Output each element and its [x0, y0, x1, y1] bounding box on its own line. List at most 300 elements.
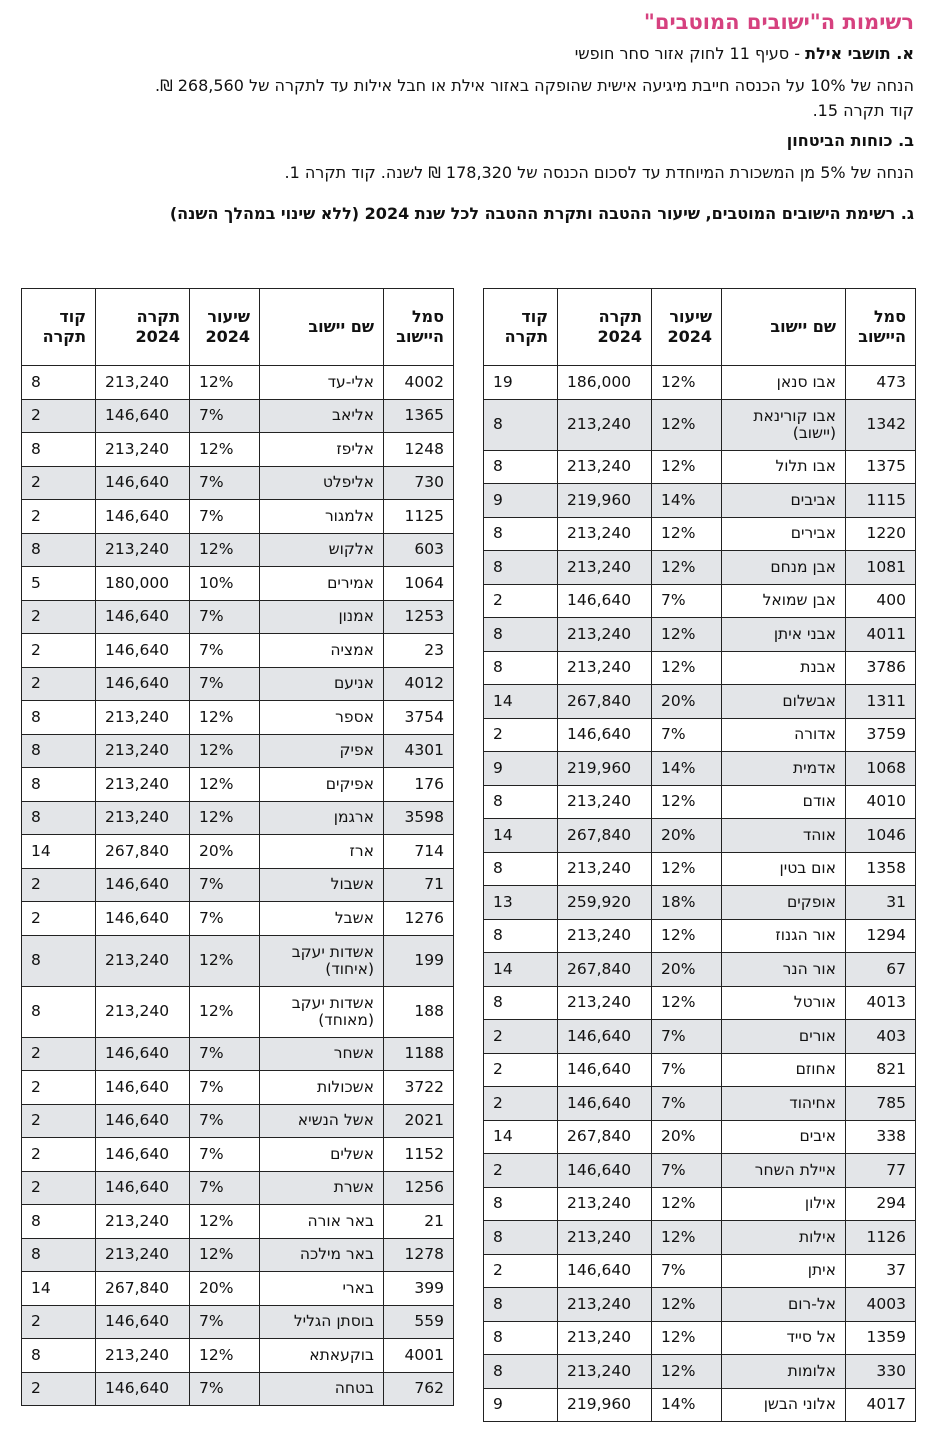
cell-name: אשרת: [260, 1171, 384, 1205]
cell-name: אור הנר: [722, 953, 846, 987]
cell-code: 2: [22, 466, 96, 500]
cell-code: 2: [22, 634, 96, 668]
table-row: [484, 1154, 916, 1188]
cell-code: 8: [22, 986, 96, 1037]
cell-symbol: 330: [846, 1355, 916, 1389]
cell-rate: 14%: [652, 1388, 722, 1422]
cell-rate: 7%: [652, 1053, 722, 1087]
cell-symbol: 403: [846, 1020, 916, 1054]
cell-cap: 213,240: [96, 1205, 190, 1239]
table-row: [484, 919, 916, 953]
cell-name: אבנת: [722, 651, 846, 685]
cell-code: 2: [22, 1037, 96, 1071]
cell-name: אל-רום: [722, 1288, 846, 1322]
table-row: [22, 1205, 454, 1239]
cell-code: 8: [484, 852, 558, 886]
cell-rate: 12%: [652, 551, 722, 585]
cell-symbol: 4002: [384, 366, 454, 400]
cell-name: אביבים: [722, 484, 846, 518]
cell-code: 8: [22, 734, 96, 768]
table-row: [22, 1339, 454, 1373]
cell-cap: 146,640: [96, 500, 190, 534]
cell-symbol: 77: [846, 1154, 916, 1188]
cell-cap: 213,240: [558, 986, 652, 1020]
header-name: שם יישוב: [722, 289, 846, 366]
cell-rate: 20%: [652, 953, 722, 987]
cell-code: 2: [22, 1305, 96, 1339]
table-row: [22, 1272, 454, 1306]
cell-rate: 12%: [190, 366, 260, 400]
page-title: רשימות ה"ישובים המוטבים": [643, 10, 914, 34]
cell-code: 8: [22, 935, 96, 986]
cell-name: אפיק: [260, 734, 384, 768]
cell-name: איתן: [722, 1254, 846, 1288]
cell-name: אחוזם: [722, 1053, 846, 1087]
table-row: [484, 752, 916, 786]
cell-name: אדמית: [722, 752, 846, 786]
table-row: [484, 1120, 916, 1154]
cell-symbol: 3786: [846, 651, 916, 685]
table-row: [484, 399, 916, 450]
cell-symbol: 1126: [846, 1221, 916, 1255]
table-row: [22, 1171, 454, 1205]
table-row: [22, 567, 454, 601]
cell-symbol: 1125: [384, 500, 454, 534]
table-row: [484, 986, 916, 1020]
cell-rate: 14%: [652, 752, 722, 786]
cell-rate: 20%: [190, 1272, 260, 1306]
cell-rate: 12%: [652, 450, 722, 484]
cell-symbol: 1256: [384, 1171, 454, 1205]
cell-symbol: 4003: [846, 1288, 916, 1322]
table-row: [22, 366, 454, 400]
cell-name: אשדות יעקב (מאוחד): [260, 986, 384, 1037]
cell-code: 8: [22, 768, 96, 802]
table-row: [484, 1053, 916, 1087]
cell-cap: 146,640: [96, 902, 190, 936]
cell-symbol: 23: [384, 634, 454, 668]
cell-cap: 146,640: [96, 1372, 190, 1406]
cell-rate: 12%: [190, 986, 260, 1037]
table-row: [484, 450, 916, 484]
table-row: [484, 551, 916, 585]
header-symbol: סמל היישוב: [846, 289, 916, 366]
cell-rate: 10%: [190, 567, 260, 601]
cell-cap: 146,640: [96, 634, 190, 668]
cell-cap: 219,960: [558, 1388, 652, 1422]
cell-cap: 213,240: [558, 1221, 652, 1255]
cell-code: 2: [22, 600, 96, 634]
cell-code: 8: [22, 1339, 96, 1373]
cell-symbol: 1276: [384, 902, 454, 936]
cell-rate: 12%: [652, 1221, 722, 1255]
cell-code: 2: [22, 868, 96, 902]
section-a-text-2: קוד תקרה 15.: [812, 101, 914, 120]
cell-symbol: 176: [384, 768, 454, 802]
table-row: [22, 701, 454, 735]
cell-cap: 213,240: [96, 701, 190, 735]
cell-name: אופקים: [722, 886, 846, 920]
table-row: [22, 1305, 454, 1339]
cell-name: אל סייד: [722, 1321, 846, 1355]
cell-cap: 213,240: [558, 919, 652, 953]
cell-rate: 7%: [652, 718, 722, 752]
table-row: [484, 819, 916, 853]
table-row: [484, 852, 916, 886]
cell-code: 5: [22, 567, 96, 601]
cell-cap: 146,640: [558, 1254, 652, 1288]
table-row: [484, 1187, 916, 1221]
cell-symbol: 714: [384, 835, 454, 869]
section-a-line: [18, 43, 914, 65]
cell-code: 8: [484, 1187, 558, 1221]
cell-symbol: 399: [384, 1272, 454, 1306]
table-row: [22, 868, 454, 902]
section-b-text: הנחה של 5% מן המשכורת המיוחדת עד לסכום הכנסה של 178,320 ₪ לשנה. קוד תקרה 1.: [284, 163, 914, 182]
cell-rate: 7%: [190, 600, 260, 634]
table-row: [484, 685, 916, 719]
cell-rate: 12%: [190, 701, 260, 735]
cell-code: 2: [22, 500, 96, 534]
cell-symbol: 1064: [384, 567, 454, 601]
cell-rate: 12%: [652, 852, 722, 886]
cell-symbol: 4017: [846, 1388, 916, 1422]
cell-code: 2: [484, 1087, 558, 1121]
cell-symbol: 1358: [846, 852, 916, 886]
section-a-subtitle: - סעיף 11 לחוק אזור סחר חופשי: [574, 44, 806, 63]
cell-rate: 12%: [652, 651, 722, 685]
cell-rate: 7%: [190, 1171, 260, 1205]
cell-symbol: 31: [846, 886, 916, 920]
cell-name: בטחה: [260, 1372, 384, 1406]
table-row: [22, 466, 454, 500]
table-row: [484, 1321, 916, 1355]
cell-name: אודם: [722, 785, 846, 819]
cell-name: איבים: [722, 1120, 846, 1154]
cell-name: אשל הנשיא: [260, 1104, 384, 1138]
cell-symbol: 338: [846, 1120, 916, 1154]
cell-name: אום בטין: [722, 852, 846, 886]
cell-cap: 267,840: [96, 835, 190, 869]
cell-symbol: 294: [846, 1187, 916, 1221]
cell-name: אחיהוד: [722, 1087, 846, 1121]
table-row: [22, 734, 454, 768]
cell-name: אניעם: [260, 667, 384, 701]
cell-rate: 7%: [652, 584, 722, 618]
cell-code: 2: [22, 667, 96, 701]
cell-code: 8: [22, 1238, 96, 1272]
header-rate: שיעור 2024: [190, 289, 260, 366]
cell-name: אשחר: [260, 1037, 384, 1071]
cell-name: אמנון: [260, 600, 384, 634]
cell-rate: 12%: [652, 1321, 722, 1355]
cell-rate: 12%: [652, 919, 722, 953]
cell-symbol: 3722: [384, 1071, 454, 1105]
cell-symbol: 1365: [384, 399, 454, 433]
cell-rate: 7%: [190, 634, 260, 668]
cell-code: 8: [484, 551, 558, 585]
cell-rate: 12%: [190, 935, 260, 986]
cell-name: באר מילכה: [260, 1238, 384, 1272]
cell-cap: 146,640: [558, 1154, 652, 1188]
cell-rate: 7%: [190, 466, 260, 500]
cell-symbol: 21: [384, 1205, 454, 1239]
table-row: [484, 1288, 916, 1322]
cell-code: 2: [484, 1020, 558, 1054]
cell-rate: 12%: [652, 1355, 722, 1389]
cell-name: בוסתן הגליל: [260, 1305, 384, 1339]
cell-name: אלי-עד: [260, 366, 384, 400]
cell-cap: 146,640: [96, 868, 190, 902]
table-row: [484, 1221, 916, 1255]
table-row: [22, 935, 454, 986]
cell-code: 9: [484, 752, 558, 786]
cell-code: 8: [484, 919, 558, 953]
cell-code: 13: [484, 886, 558, 920]
table-row: [22, 768, 454, 802]
cell-symbol: 473: [846, 366, 916, 400]
cell-symbol: 1253: [384, 600, 454, 634]
cell-rate: 18%: [652, 886, 722, 920]
cell-code: 2: [22, 1138, 96, 1172]
cell-cap: 213,240: [558, 1355, 652, 1389]
cell-name: אבן מנחם: [722, 551, 846, 585]
cell-rate: 12%: [190, 734, 260, 768]
cell-rate: 12%: [652, 517, 722, 551]
cell-symbol: 37: [846, 1254, 916, 1288]
cell-cap: 213,240: [558, 551, 652, 585]
cell-cap: 213,240: [558, 651, 652, 685]
cell-cap: 146,640: [558, 584, 652, 618]
cell-cap: 146,640: [96, 1305, 190, 1339]
cell-code: 14: [484, 1120, 558, 1154]
table-row: [22, 835, 454, 869]
cell-name: אורים: [722, 1020, 846, 1054]
cell-cap: 213,240: [558, 450, 652, 484]
header-code: קוד תקרה: [484, 289, 558, 366]
cell-rate: 7%: [190, 1372, 260, 1406]
cell-code: 14: [22, 835, 96, 869]
cell-name: אספר: [260, 701, 384, 735]
header-cap: תקרה 2024: [558, 289, 652, 366]
cell-code: 8: [22, 701, 96, 735]
cell-cap: 146,640: [558, 1053, 652, 1087]
cell-cap: 213,240: [96, 366, 190, 400]
cell-code: 2: [484, 1053, 558, 1087]
cell-symbol: 1152: [384, 1138, 454, 1172]
cell-cap: 146,640: [558, 1020, 652, 1054]
cell-rate: 20%: [652, 1120, 722, 1154]
cell-cap: 213,240: [558, 1187, 652, 1221]
cell-cap: 213,240: [96, 935, 190, 986]
cell-code: 8: [484, 1221, 558, 1255]
cell-rate: 7%: [190, 500, 260, 534]
cell-code: 8: [22, 433, 96, 467]
cell-rate: 12%: [652, 785, 722, 819]
cell-code: 8: [484, 450, 558, 484]
cell-cap: 186,000: [558, 366, 652, 400]
cell-symbol: 4012: [384, 667, 454, 701]
cell-cap: 180,000: [96, 567, 190, 601]
cell-cap: 213,240: [558, 517, 652, 551]
table-row: [484, 886, 916, 920]
cell-rate: 7%: [190, 1104, 260, 1138]
cell-name: באר אורה: [260, 1205, 384, 1239]
cell-symbol: 1115: [846, 484, 916, 518]
cell-name: אשכולות: [260, 1071, 384, 1105]
cell-name: אורטל: [722, 986, 846, 1020]
cell-code: 14: [484, 953, 558, 987]
cell-code: 2: [22, 902, 96, 936]
table-row: [484, 953, 916, 987]
cell-cap: 213,240: [558, 852, 652, 886]
cell-symbol: 199: [384, 935, 454, 986]
cell-cap: 213,240: [558, 1288, 652, 1322]
cell-name: איילת השחר: [722, 1154, 846, 1188]
section-a-heading: א. תושבי אילת: [805, 44, 914, 63]
cell-symbol: 762: [384, 1372, 454, 1406]
table-row: [22, 801, 454, 835]
cell-rate: 12%: [652, 366, 722, 400]
cell-symbol: 1342: [846, 399, 916, 450]
cell-cap: 213,240: [96, 801, 190, 835]
cell-symbol: 1046: [846, 819, 916, 853]
cell-cap: 267,840: [558, 819, 652, 853]
cell-code: 14: [484, 819, 558, 853]
table-row: [484, 484, 916, 518]
table-row: [484, 718, 916, 752]
cell-code: 9: [484, 1388, 558, 1422]
cell-cap: 213,240: [96, 1339, 190, 1373]
cell-name: אליאב: [260, 399, 384, 433]
cell-symbol: 71: [384, 868, 454, 902]
cell-cap: 213,240: [558, 399, 652, 450]
cell-symbol: 1375: [846, 450, 916, 484]
cell-symbol: 1081: [846, 551, 916, 585]
cell-cap: 267,840: [558, 953, 652, 987]
cell-name: אמציה: [260, 634, 384, 668]
table-row: [484, 366, 916, 400]
cell-cap: 146,640: [96, 1138, 190, 1172]
cell-code: 8: [484, 399, 558, 450]
table-row: [22, 634, 454, 668]
cell-rate: 7%: [190, 1305, 260, 1339]
cell-symbol: 1359: [846, 1321, 916, 1355]
cell-code: 8: [484, 986, 558, 1020]
cell-code: 8: [484, 1288, 558, 1322]
table-row: [22, 399, 454, 433]
cell-symbol: 1188: [384, 1037, 454, 1071]
cell-name: אבשלום: [722, 685, 846, 719]
header-symbol: סמל היישוב: [384, 289, 454, 366]
cell-rate: 20%: [652, 819, 722, 853]
cell-name: אליפלט: [260, 466, 384, 500]
table-row: [484, 1020, 916, 1054]
cell-name: אשדות יעקב (איחוד): [260, 935, 384, 986]
cell-cap: 146,640: [96, 1171, 190, 1205]
cell-name: אשבל: [260, 902, 384, 936]
cell-symbol: 4011: [846, 618, 916, 652]
cell-rate: 12%: [190, 801, 260, 835]
cell-name: אבני איתן: [722, 618, 846, 652]
cell-code: 8: [484, 618, 558, 652]
cell-cap: 146,640: [96, 399, 190, 433]
table-row: [484, 517, 916, 551]
cell-code: 9: [484, 484, 558, 518]
cell-name: בארי: [260, 1272, 384, 1306]
cell-code: 8: [484, 785, 558, 819]
table-row: [22, 533, 454, 567]
cell-name: אילות: [722, 1221, 846, 1255]
table-row: [22, 1372, 454, 1406]
table-row: [22, 1037, 454, 1071]
cell-code: 2: [22, 1104, 96, 1138]
cell-code: 8: [22, 533, 96, 567]
cell-name: אמירים: [260, 567, 384, 601]
header-code: קוד תקרה: [22, 289, 96, 366]
cell-name: אבירים: [722, 517, 846, 551]
cell-cap: 146,640: [96, 667, 190, 701]
table-row: [22, 1138, 454, 1172]
cell-cap: 213,240: [96, 533, 190, 567]
cell-rate: 7%: [652, 1154, 722, 1188]
cell-cap: 146,640: [96, 466, 190, 500]
cell-rate: 12%: [190, 433, 260, 467]
cell-code: 8: [484, 651, 558, 685]
table-row: [22, 433, 454, 467]
cell-cap: 219,960: [558, 484, 652, 518]
cell-symbol: 4301: [384, 734, 454, 768]
cell-symbol: 785: [846, 1087, 916, 1121]
cell-name: אדורה: [722, 718, 846, 752]
cell-symbol: 1294: [846, 919, 916, 953]
cell-symbol: 188: [384, 986, 454, 1037]
cell-cap: 267,840: [558, 1120, 652, 1154]
cell-cap: 213,240: [558, 618, 652, 652]
cell-rate: 12%: [190, 768, 260, 802]
header-rate: שיעור 2024: [652, 289, 722, 366]
cell-rate: 20%: [190, 835, 260, 869]
cell-code: 8: [484, 1355, 558, 1389]
cell-cap: 213,240: [96, 433, 190, 467]
cell-name: אבו סנאן: [722, 366, 846, 400]
cell-rate: 12%: [190, 1205, 260, 1239]
cell-name: ארגמן: [260, 801, 384, 835]
cell-name: אלוני הבשן: [722, 1388, 846, 1422]
cell-rate: 7%: [190, 868, 260, 902]
cell-cap: 146,640: [558, 1087, 652, 1121]
table-row: [22, 986, 454, 1037]
cell-code: 14: [22, 1272, 96, 1306]
cell-symbol: 3598: [384, 801, 454, 835]
cell-rate: 7%: [190, 667, 260, 701]
cell-name: אוהד: [722, 819, 846, 853]
cell-name: אלקוש: [260, 533, 384, 567]
cell-name: אשלים: [260, 1138, 384, 1172]
cell-rate: 7%: [190, 399, 260, 433]
cell-cap: 213,240: [96, 734, 190, 768]
cell-symbol: 67: [846, 953, 916, 987]
cell-code: 14: [484, 685, 558, 719]
cell-rate: 20%: [652, 685, 722, 719]
header-cap: תקרה 2024: [96, 289, 190, 366]
cell-code: 2: [484, 1154, 558, 1188]
cell-symbol: 559: [384, 1305, 454, 1339]
cell-rate: 12%: [652, 618, 722, 652]
cell-code: 8: [22, 1205, 96, 1239]
cell-name: אבו קורינאת (יישוב): [722, 399, 846, 450]
cell-name: אפיקים: [260, 768, 384, 802]
